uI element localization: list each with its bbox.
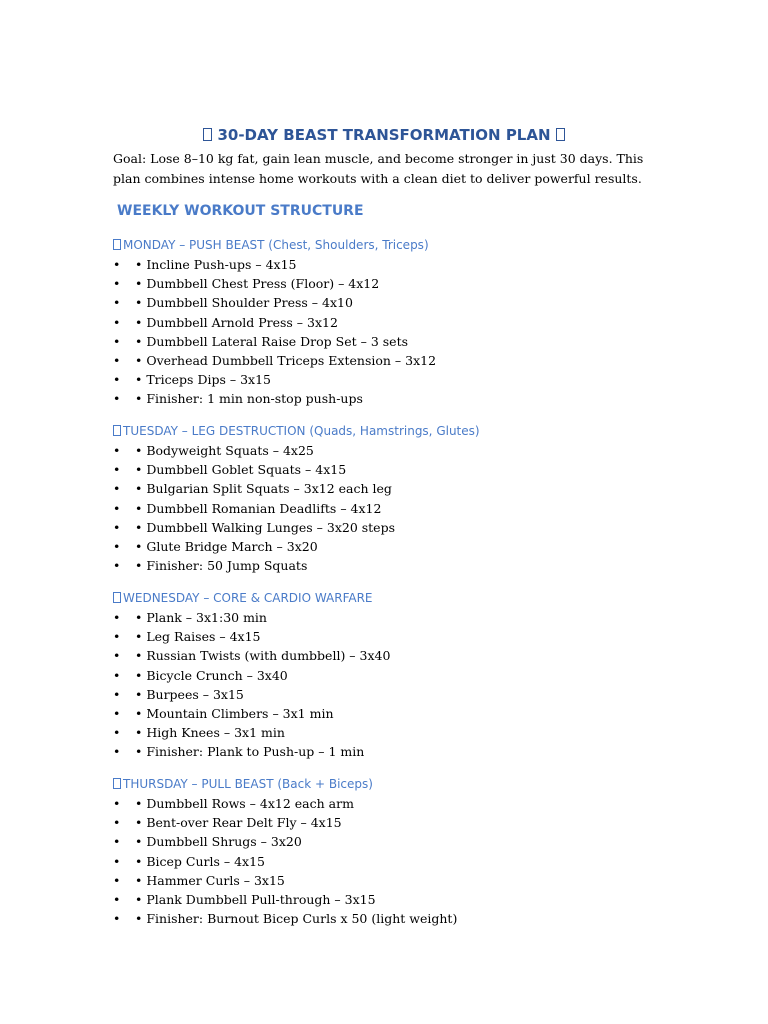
list-item [113, 499, 713, 518]
bullet-icon: • [113, 372, 121, 388]
exercise-text: • High Knees – 3x1 min [135, 725, 285, 741]
day-heading [113, 422, 713, 441]
exercise-text: • Incline Push-ups – 4x15 [135, 257, 297, 272]
exercise-text: • Dumbbell Romanian Deadlifts – 4x12 [135, 500, 382, 516]
bullet-icon: • [113, 891, 121, 907]
exercise-text: • Bicycle Crunch – 3x40 [135, 667, 288, 683]
list-item [113, 871, 713, 890]
bullet-icon: • [113, 853, 121, 869]
bullet-icon: • [113, 686, 121, 702]
list-item [113, 909, 713, 928]
list-item [113, 255, 713, 274]
exercise-list [113, 794, 713, 928]
list-item [113, 518, 713, 537]
list-item [113, 723, 713, 742]
exercise-text: • Dumbbell Shoulder Press – 4x10 [135, 295, 353, 311]
bullet-icon: • [113, 725, 121, 741]
exercise-text: • Leg Raises – 4x15 [135, 629, 261, 645]
list-item [113, 608, 713, 627]
list-item [113, 627, 713, 646]
missing-glyph-icon [113, 425, 121, 436]
list-item [113, 742, 713, 761]
bullet-icon: • [113, 519, 121, 535]
document-title [0, 125, 768, 145]
exercise-text: • Dumbbell Lateral Raise Drop Set – 3 sets [135, 333, 409, 349]
exercise-text: • Bicep Curls – 4x15 [135, 853, 266, 869]
missing-glyph-icon [203, 128, 212, 141]
day-section-thursday [113, 775, 713, 928]
bullet-icon: • [113, 610, 121, 625]
bullet-icon: • [113, 276, 121, 292]
exercise-text: • Finisher: 50 Jump Squats [135, 558, 308, 574]
list-item [113, 685, 713, 704]
bullet-icon: • [113, 538, 121, 554]
bullet-icon: • [113, 314, 121, 330]
exercise-text: • Bent-over Rear Delt Fly – 4x15 [135, 815, 342, 831]
bullet-icon: • [113, 500, 121, 516]
bullet-icon: • [113, 648, 121, 664]
day-heading [113, 236, 713, 255]
list-item [113, 890, 713, 909]
list-item [113, 646, 713, 665]
exercise-text: • Bodyweight Squats – 4x25 [135, 443, 314, 458]
bullet-icon: • [113, 872, 121, 888]
day-heading-text: TUESDAY – LEG DESTRUCTION (Quads, Hamstrings, Glutes) [123, 424, 480, 438]
day-heading [113, 589, 713, 608]
exercise-text: • Finisher: Burnout Bicep Curls x 50 (light weight) [135, 911, 458, 927]
bullet-icon: • [113, 257, 121, 272]
exercise-text: • Dumbbell Walking Lunges – 3x20 steps [135, 519, 395, 535]
list-item [113, 479, 713, 498]
bullet-icon: • [113, 333, 121, 349]
bullet-icon: • [113, 667, 121, 683]
missing-glyph-icon [556, 128, 565, 141]
missing-glyph-icon [113, 592, 121, 603]
list-item [113, 852, 713, 871]
day-heading [113, 775, 713, 794]
bullet-icon: • [113, 352, 121, 368]
exercise-text: • Triceps Dips – 3x15 [135, 372, 271, 388]
day-heading-text: MONDAY – PUSH BEAST (Chest, Shoulders, Triceps) [123, 238, 429, 252]
day-section-wednesday [113, 589, 713, 762]
bullet-icon: • [113, 462, 121, 478]
exercise-text: • Mountain Climbers – 3x1 min [135, 705, 334, 721]
list-item [113, 313, 713, 332]
bullet-icon: • [113, 815, 121, 831]
goal-paragraph: Goal: Lose 8–10 kg fat, gain lean muscle, and become stronger in just 30 days. This plan combines intense home workouts with a clean diet to deliver powerful results. [113, 151, 644, 186]
exercise-text: • Plank – 3x1:30 min [135, 610, 267, 625]
list-item [113, 832, 713, 851]
list-item [113, 274, 713, 293]
bullet-icon: • [113, 295, 121, 311]
list-item [113, 794, 713, 813]
exercise-text: • Bulgarian Split Squats – 3x12 each leg [135, 481, 392, 497]
list-item [113, 704, 713, 723]
exercise-text: • Finisher: Plank to Push-up – 1 min [135, 744, 365, 760]
exercise-text: • Burpees – 3x15 [135, 686, 244, 702]
bullet-icon: • [113, 443, 121, 458]
exercise-list [113, 255, 713, 409]
exercise-list [113, 608, 713, 762]
exercise-text: • Dumbbell Arnold Press – 3x12 [135, 314, 338, 330]
bullet-icon: • [113, 481, 121, 497]
list-item [113, 293, 713, 312]
exercise-text: • Overhead Dumbbell Triceps Extension – 3x12 [135, 352, 437, 368]
exercise-text: • Glute Bridge March – 3x20 [135, 538, 318, 554]
section-heading: WEEKLY WORKOUT STRUCTURE [117, 203, 364, 219]
list-item [113, 441, 713, 460]
list-item [113, 813, 713, 832]
list-item [113, 556, 713, 575]
list-item [113, 370, 713, 389]
exercise-text: • Plank Dumbbell Pull-through – 3x15 [135, 891, 376, 907]
bullet-icon: • [113, 796, 121, 811]
missing-glyph-icon [113, 778, 121, 789]
exercise-text: • Finisher: 1 min non-stop push-ups [135, 391, 363, 407]
list-item [113, 537, 713, 556]
bullet-icon: • [113, 558, 121, 574]
bullet-icon: • [113, 744, 121, 760]
day-section-monday [113, 236, 713, 409]
day-heading-text: WEDNESDAY – CORE & CARDIO WARFARE [123, 591, 373, 605]
missing-glyph-icon [113, 239, 121, 250]
bullet-icon: • [113, 911, 121, 927]
document-title-text: 30-DAY BEAST TRANSFORMATION PLAN [217, 126, 551, 144]
list-item [113, 666, 713, 685]
list-item [113, 460, 713, 479]
bullet-icon: • [113, 391, 121, 407]
day-heading-text: THURSDAY – PULL BEAST (Back + Biceps) [123, 777, 373, 791]
list-item [113, 351, 713, 370]
bullet-icon: • [113, 834, 121, 850]
list-item [113, 332, 713, 351]
exercise-text: • Dumbbell Goblet Squats – 4x15 [135, 462, 347, 478]
bullet-icon: • [113, 705, 121, 721]
list-item [113, 389, 713, 408]
exercise-list [113, 441, 713, 575]
exercise-text: • Dumbbell Rows – 4x12 each arm [135, 796, 354, 811]
exercise-text: • Hammer Curls – 3x15 [135, 872, 285, 888]
exercise-text: • Dumbbell Chest Press (Floor) – 4x12 [135, 276, 380, 292]
exercise-text: • Dumbbell Shrugs – 3x20 [135, 834, 302, 850]
exercise-text: • Russian Twists (with dumbbell) – 3x40 [135, 648, 391, 664]
day-section-tuesday [113, 422, 713, 575]
bullet-icon: • [113, 629, 121, 645]
